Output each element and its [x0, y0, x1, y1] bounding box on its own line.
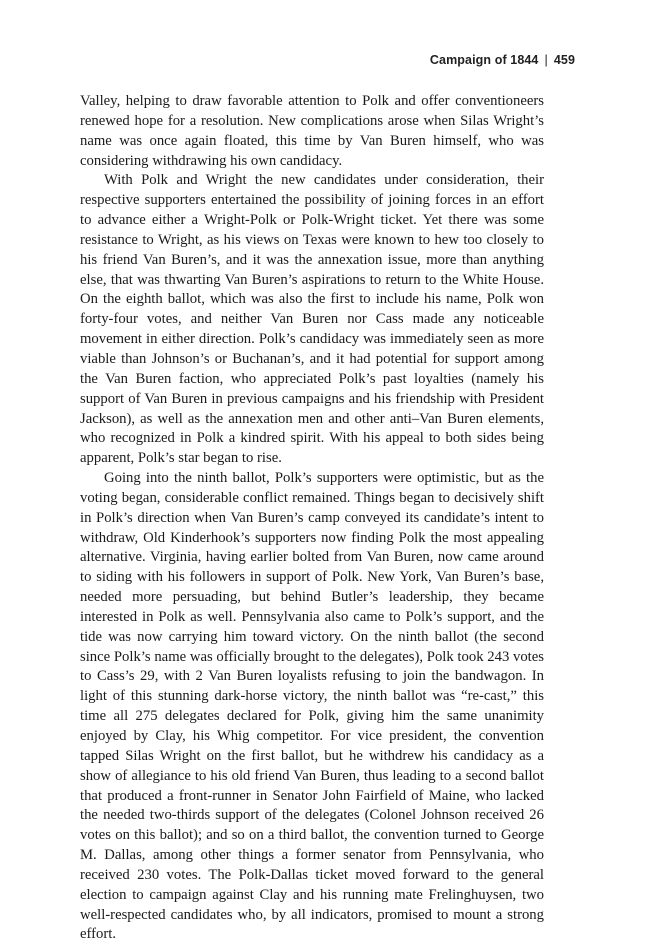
running-head — [430, 53, 575, 67]
chapter-title: Campaign of 1844 — [429, 53, 539, 67]
page-number: 459 — [553, 53, 575, 67]
paragraph: Going into the ninth ballot, Polk’s supporters were optimistic, but as the voting began, considerable conflict remained. Things began to decisively shift in Polk’s direction when Van Buren’s camp conveyed its candidate’s intent to withdraw, Old Kinderhook’s supporters now finding Polk the most appealing alternative. Virginia, having earlier bolted from Van Buren, now came around to siding with his followers in support of Polk. New York, Van Buren’s base, needed more persuading, but behind Butler’s leadership, they became interested in Polk as well. Pennsylvania also came to Polk’s support, and the tide was now carrying him toward victory. On the ninth ballot (the second since Polk’s name was officially brought to the delegates), Polk took 243 votes to Cass’s 29, with 2 Van Buren loyalists refusing to join the bandwagon. In light of this stunning dark-horse victory, the ninth ballot was “re-cast,” this time all 275 delegates declared for Polk, giving him the same unanimity enjoyed by Clay, his Whig competitor. For vice president, the convention tapped Silas Wright on the first ballot, but he withdrew his candidacy as a show of allegiance to his old friend Van Buren, thus leading to a second ballot that produced a front-runner in Senator John Fairfield of Maine, who lacked the needed two-thirds support of the delegates (Colonel Johnson received 26 votes on this ballot); and so on a third ballot, the convention turned to George M. Dallas, among other things a former senator from Pennsylvania, who received 230 votes. The Polk-Dallas ticket moved forward to the general election to campaign against Clay and his running mate Frelinghuysen, two well-respected candidates who, by all indicators, promised to mount a strong effort. — [80, 470, 544, 943]
header-separator: | — [544, 53, 548, 67]
paragraph-continuation: Valley, helping to draw favorable attention to Polk and offer conventioneers renewed hope for a resolution. New complications arose when Silas Wright’s name was once again floated, this time by Van Buren himself, who was considering withdrawing his own candidacy. — [80, 93, 544, 169]
paragraph: With Polk and Wright the new candidates under consideration, their respective supporters entertained the possibility of joining forces in an effort to advance either a Wright-Polk or Polk-Wright ticket. Yet there was some resistance to Wright, as his views on Texas were known to hew too closely to his friend Van Buren’s, and it was the annexation issue, more than anything else, that was thwarting Van Buren’s aspirations to return to the White House. On the eighth ballot, which was also the first to include his name, Polk won forty-four votes, and neither Van Buren nor Cass made any noticeable movement in either direction. Polk’s candidacy was immediately seen as more viable than Johnson’s or Buchanan’s, and it had potential for support among the Van Buren faction, who appreciated Polk’s past loyalties (namely his support of Van Buren in previous campaigns and his friendship with President Jackson), as well as the annexation men and other anti–Van Buren elements, who recognized in Polk a kindred spirit. With his appeal to both sides being apparent, Polk’s star began to rise. — [80, 172, 544, 467]
body-text — [80, 92, 544, 945]
